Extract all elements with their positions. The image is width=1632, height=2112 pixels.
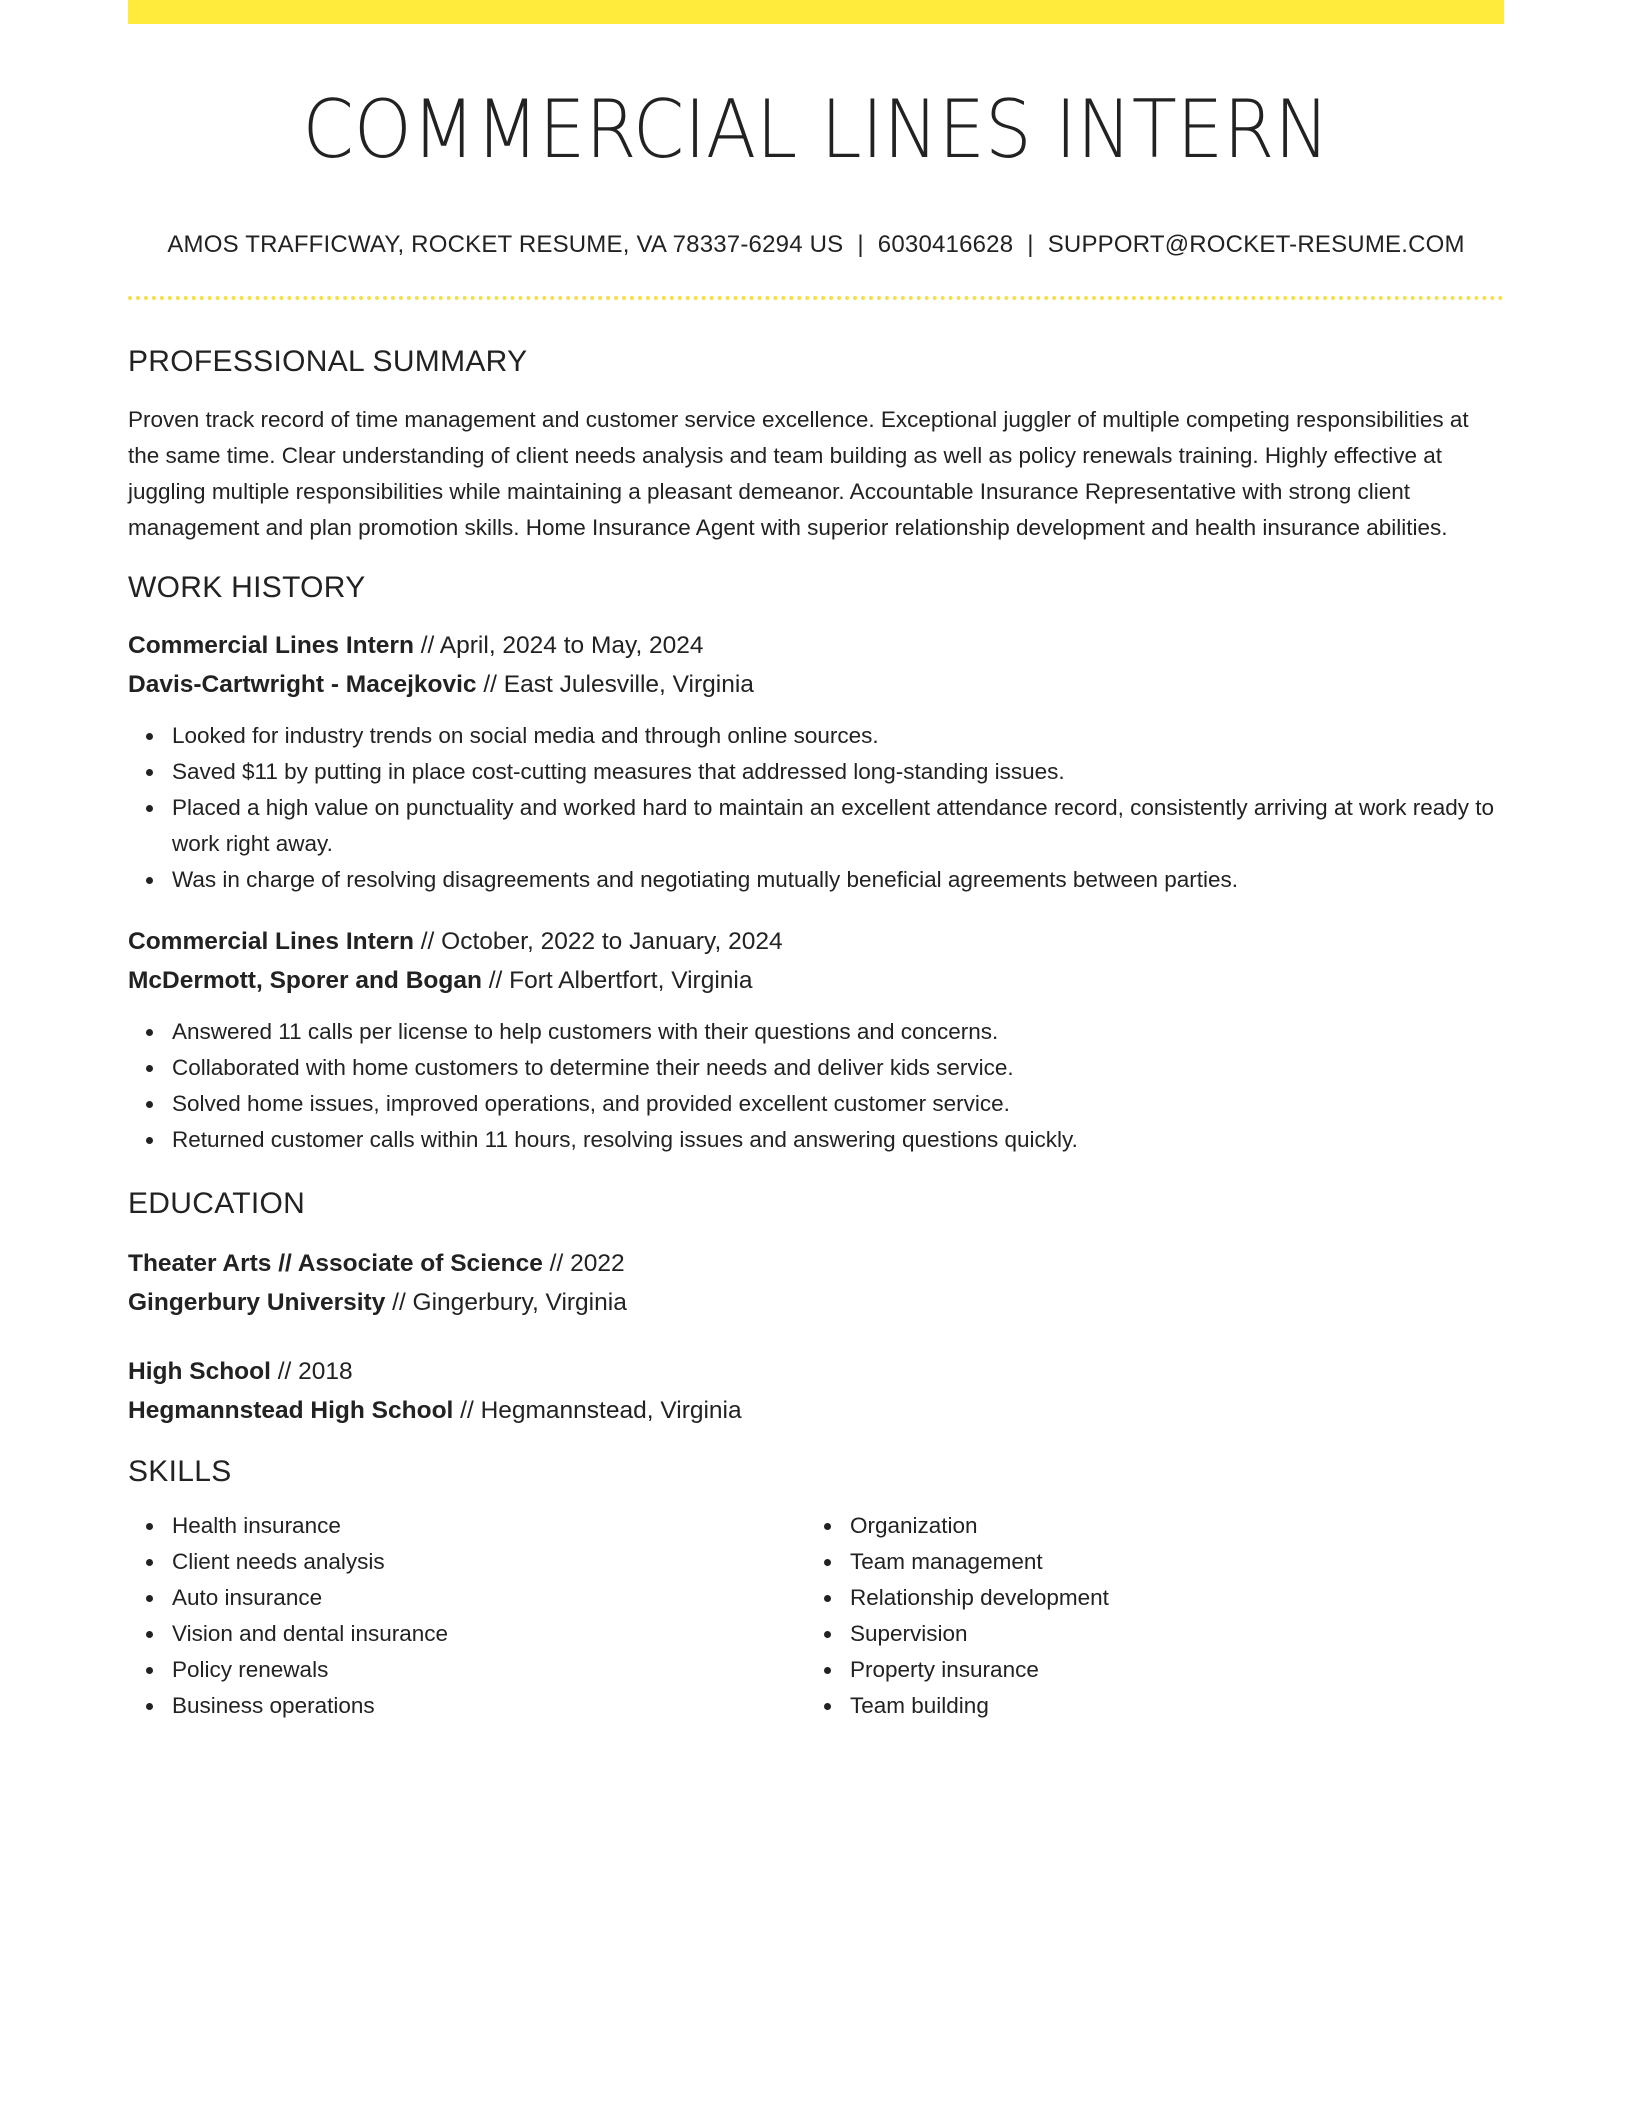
education-location: // Hegmannstead, Virginia <box>460 1397 742 1424</box>
skills-heading: SKILLS <box>128 1455 232 1488</box>
job-role: Commercial Lines Intern <box>128 928 414 955</box>
education-degree: High School <box>128 1358 271 1385</box>
summary-heading: PROFESSIONAL SUMMARY <box>128 345 528 378</box>
education-school-line <box>128 1283 1504 1322</box>
job-company-line <box>128 665 1504 704</box>
bullet-text: Looked for industry trends on social media and through online sources. <box>172 723 879 748</box>
job-entry <box>128 922 1504 1158</box>
skill-text: Health insurance <box>172 1513 341 1538</box>
skill-text: Vision and dental insurance <box>172 1621 449 1646</box>
dotted-divider <box>128 296 1504 300</box>
education-school-line <box>128 1391 1504 1430</box>
skills-column-right <box>806 1508 1504 1724</box>
list-item <box>850 1508 1504 1544</box>
education-school: Hegmannstead High School <box>128 1397 454 1424</box>
list-item <box>172 1688 806 1724</box>
list-item <box>850 1580 1504 1616</box>
job-dates: // April, 2024 to May, 2024 <box>420 632 704 659</box>
bullet-icon <box>824 1523 831 1530</box>
bullet-icon <box>824 1559 831 1566</box>
list-item <box>172 718 1504 754</box>
education-entry <box>128 1352 1504 1430</box>
list-item <box>172 754 1504 790</box>
skill-text: Business operations <box>172 1693 375 1718</box>
list-item <box>172 1122 1504 1158</box>
skill-text: Organization <box>850 1513 978 1538</box>
job-title-line <box>128 922 1504 961</box>
job-entry <box>128 626 1504 898</box>
job-bullet-list <box>128 718 1504 898</box>
skill-text: Team management <box>850 1549 1043 1574</box>
skill-text: Property insurance <box>850 1657 1039 1682</box>
bullet-icon <box>146 1595 153 1602</box>
list-item <box>850 1652 1504 1688</box>
bullet-icon <box>146 1065 153 1072</box>
skills-columns <box>128 1508 1504 1724</box>
summary-text: Proven track record of time management and customer service excellence. Exceptional juggler of multiple competing responsibilities at the same time. Clear understanding of client needs analysis and team building as well as policy renewals training. Highly effective at juggling multiple responsibilities while maintaining a pleasant demeanor. Accountable Insurance Representative with strong client management and plan promotion skills. Home Insurance Agent with superior relationship development and health insurance abilities. <box>128 407 1469 540</box>
bullet-icon <box>824 1667 831 1674</box>
bullet-icon <box>146 769 153 776</box>
bullet-icon <box>824 1595 831 1602</box>
contact-line <box>128 230 1504 260</box>
education-degree-line <box>128 1244 1504 1283</box>
bullet-text: Collaborated with home customers to determine their needs and deliver kids service. <box>172 1055 1014 1080</box>
bullet-icon <box>146 1667 153 1674</box>
education-location: // Gingerbury, Virginia <box>392 1289 627 1316</box>
bullet-text: Was in charge of resolving disagreements and negotiating mutually beneficial agreements between parties. <box>172 867 1239 892</box>
list-item <box>172 1580 806 1616</box>
skill-text: Relationship development <box>850 1585 1109 1610</box>
education-entry <box>128 1244 1504 1322</box>
list-item <box>172 1050 1504 1086</box>
list-item <box>850 1616 1504 1652</box>
education-year: // 2018 <box>277 1358 353 1385</box>
bullet-text: Returned customer calls within 11 hours, resolving issues and answering questions quickly. <box>172 1127 1078 1152</box>
bullet-text: Placed a high value on punctuality and worked hard to maintain an excellent attendance record, consistently arriving at work ready to work right away. <box>172 795 1495 856</box>
contact-email: SUPPORT@ROCKET-RESUME.COM <box>1047 231 1465 258</box>
skills-list <box>128 1508 806 1724</box>
bullet-icon <box>146 1523 153 1530</box>
bullet-icon <box>146 805 153 812</box>
bullet-icon <box>146 1631 153 1638</box>
list-item <box>172 1616 806 1652</box>
resume-name-title: COMMERCIAL LINES INTERN <box>302 83 1330 176</box>
bullet-text: Answered 11 calls per license to help customers with their questions and concerns. <box>172 1019 999 1044</box>
contact-address: AMOS TRAFFICWAY, ROCKET RESUME, VA 78337-6294 US <box>167 231 844 258</box>
job-company-line <box>128 961 1504 1000</box>
list-item <box>172 1652 806 1688</box>
list-item <box>172 1544 806 1580</box>
bullet-icon <box>146 1559 153 1566</box>
bullet-icon <box>824 1703 831 1710</box>
bullet-icon <box>146 1703 153 1710</box>
bullet-icon <box>146 1029 153 1036</box>
education-year: // 2022 <box>549 1250 625 1277</box>
contact-separator: | <box>1027 231 1034 258</box>
accent-top-bar <box>128 0 1504 24</box>
bullet-icon <box>146 877 153 884</box>
work-history-heading: WORK HISTORY <box>128 571 366 604</box>
education-heading: EDUCATION <box>128 1187 306 1220</box>
list-item <box>172 862 1504 898</box>
job-location: // East Julesville, Virginia <box>483 671 754 698</box>
list-item <box>850 1544 1504 1580</box>
education-school: Gingerbury University <box>128 1289 386 1316</box>
skill-text: Policy renewals <box>172 1657 329 1682</box>
job-company: McDermott, Sporer and Bogan <box>128 967 482 994</box>
education-degree-line <box>128 1352 1504 1391</box>
list-item <box>172 1086 1504 1122</box>
contact-phone: 6030416628 <box>877 231 1014 258</box>
skill-text: Client needs analysis <box>172 1549 385 1574</box>
job-location: // Fort Albertfort, Virginia <box>488 967 753 994</box>
list-item <box>172 1508 806 1544</box>
skills-column-left <box>128 1508 806 1724</box>
resume-page <box>128 0 1504 1724</box>
skills-list <box>806 1508 1504 1724</box>
bullet-icon <box>824 1631 831 1638</box>
bullet-icon <box>146 1137 153 1144</box>
job-bullet-list <box>128 1014 1504 1158</box>
education-degree: Theater Arts // Associate of Science <box>128 1250 543 1277</box>
contact-separator: | <box>857 231 864 258</box>
list-item <box>850 1688 1504 1724</box>
bullet-text: Saved $11 by putting in place cost-cutting measures that addressed long-standing issues. <box>172 759 1065 784</box>
skill-text: Auto insurance <box>172 1585 323 1610</box>
list-item <box>172 1014 1504 1050</box>
skill-text: Supervision <box>850 1621 968 1646</box>
bullet-icon <box>146 1101 153 1108</box>
job-dates: // October, 2022 to January, 2024 <box>420 928 783 955</box>
skill-text: Team building <box>850 1693 989 1718</box>
bullet-icon <box>146 733 153 740</box>
job-role: Commercial Lines Intern <box>128 632 414 659</box>
list-item <box>172 790 1504 862</box>
bullet-text: Solved home issues, improved operations, and provided excellent customer service. <box>172 1091 1010 1116</box>
job-company: Davis-Cartwright - Macejkovic <box>128 671 477 698</box>
job-title-line <box>128 626 1504 665</box>
